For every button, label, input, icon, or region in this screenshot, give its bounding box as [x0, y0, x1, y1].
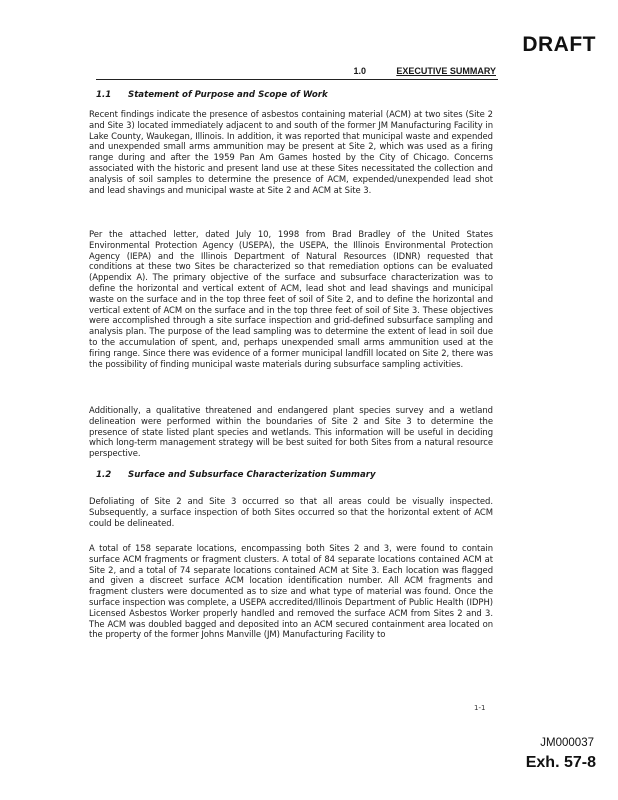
section-title: EXECUTIVE SUMMARY — [396, 66, 496, 76]
paragraph: Additionally, a qualitative threatened and endangered plant species survey and a wetland delineation were performed within the boundaries of Site 2 and Site 3 to determine the presence of state listed plant species and wetlands. This information will be useful in deciding which long-term management strategy will be best suited for both Sites from a natural resource perspective. — [89, 405, 493, 459]
bates-number: JM000037 — [540, 737, 594, 749]
paragraph: Defoliating of Site 2 and Site 3 occurred so that all areas could be visually inspected. Subsequently, a surface inspection of both Sites occurred so that the horizontal extent of ACM could be delineated. — [89, 496, 493, 528]
exhibit-label: Exh. 57-8 — [525, 754, 596, 771]
section-number: 1.0 — [353, 66, 366, 76]
paragraph: A total of 158 separate locations, encompassing both Sites 2 and 3, were found to contain surface ACM fragments or fragment clusters. A total of 84 separate locations contained ACM at Site 2, and a total of 74 separate locations contained ACM at Site 3. Each location was flagged and given a discreet surface ACM location identification number. All ACM fragments and fragment clusters were documented as to size and what type of material was found. Once the surface inspection was complete, a USEPA accredited/Illinois Department of Public Health (IDPH) Licensed Asbestos Worker properly handled and removed the surface ACM from Sites 2 and 3. The ACM was doubled bagged and deposited into an ACM secured containment area located on the property of the former Johns Manville (JM) Manufacturing Facility to — [89, 543, 493, 640]
paragraph: Per the attached letter, dated July 10, 1998 from Brad Bradley of the United States Environmental Protection Agency (USEPA), the USEPA, the Illinois Environmental Protection Agency (IEPA) and the Illinois Department of Natural Resources (IDNR) requested that conditions at these two Sites be characterized so that remediation options can be evaluated (Appendix A). The primary objective of the surface and subsurface characterization was to define the horizontal and vertical extent of ACM, lead shot and lead shavings and municipal waste on the surface and in the top three feet of soil of Site 2, and to define the horizontal and vertical extent of ACM on the surface and in the top three feet of soil of Site 3. These objectives were accomplished through a site surface inspection and grid-defined subsurface sampling and analysis plan. The purpose of the lead sampling was to determine the extent of lead in soil due to the accumulation of spent, and, perhaps unexpended small arms ammunition used at the firing range. Since there was evidence of a former municipal landfill located on Site 2, there was the possibility of finding municipal waste materials during subsurface sampling activities. — [89, 229, 493, 369]
subsection-number: 1.1 — [96, 90, 112, 100]
subsection-title: Surface and Subsurface Characterization Summary — [128, 470, 376, 480]
subsection-heading-1-2 — [96, 470, 376, 480]
subsection-title: Statement of Purpose and Scope of Work — [128, 90, 328, 100]
draft-stamp: DRAFT — [522, 33, 596, 56]
section-header — [96, 66, 498, 80]
subsection-number: 1.2 — [96, 470, 112, 480]
subsection-heading-1-1 — [96, 90, 328, 100]
page-number: 1-1 — [474, 704, 486, 712]
paragraph: Recent findings indicate the presence of asbestos containing material (ACM) at two sites (Site 2 and Site 3) located immediately adjacent to and south of the former JM Manufacturing Facility in Lake County, Waukegan, Illinois. In addition, it was reported that municipal waste and expended and unexpended small arms ammunition may be present at Site 2, which was used as a firing range during and after the 1959 Pan Am Games hosted by the City of Chicago. Concerns associated with the historic and present land use at these Sites necessitated the collection and analysis of soil samples to determine the presence of ACM, expended/unexpended lead shot and lead shavings and municipal waste at Site 2 and ACM at Site 3. — [89, 109, 493, 195]
